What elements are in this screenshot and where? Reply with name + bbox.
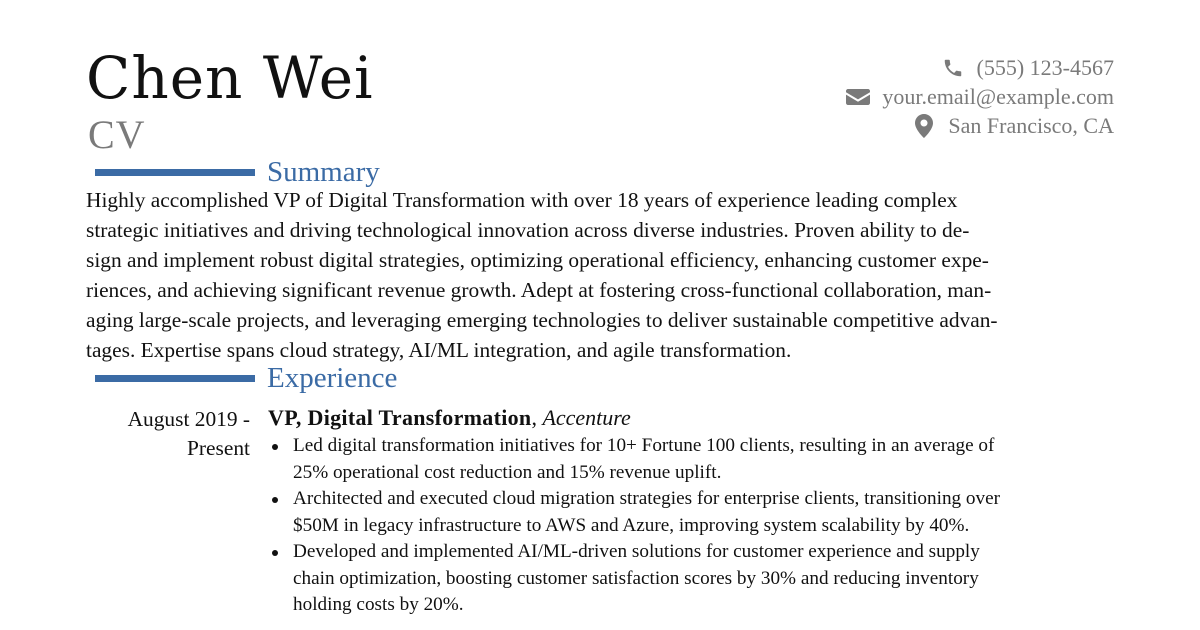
bullet-line: Architected and executed cloud migration strategies for enterprise clients, transitioning over xyxy=(293,488,1001,509)
summary-heading: Summary xyxy=(267,156,380,188)
bullet-line: holding costs by 20%. xyxy=(293,594,464,615)
map-pin-icon xyxy=(912,114,936,138)
summary-line: tages. Expertise spans cloud strategy, AI/ML integration, and agile transformation. xyxy=(86,338,792,362)
contact-email-row xyxy=(846,82,1114,111)
job-bullet xyxy=(268,486,1106,539)
bullet-line: chain optimization, boosting customer satisfaction scores by 30% and reducing inventory xyxy=(293,567,979,589)
contact-location-row xyxy=(846,111,1114,140)
experience-heading: Experience xyxy=(267,362,398,394)
job-bullet-list xyxy=(268,433,1106,619)
summary-line: strategic initiatives and driving technological innovation across diverse industries. Proven ability to de- xyxy=(86,218,970,242)
job-heading xyxy=(268,404,631,432)
experience-section-header xyxy=(95,361,397,395)
bullet-line: Led digital transformation initiatives for 10+ Fortune 100 clients, resulting in an average of xyxy=(293,435,995,456)
phone-icon xyxy=(941,56,965,80)
job-separator: , xyxy=(531,405,537,430)
bullet-dot-icon xyxy=(272,444,278,450)
bullet-dot-icon xyxy=(272,550,278,556)
summary-line: aging large-scale projects, and leveraging emerging technologies to deliver sustainable competitive advan- xyxy=(86,308,998,332)
summary-paragraph xyxy=(86,185,1114,365)
document-type-label: CV xyxy=(88,112,146,157)
job-date-range xyxy=(86,405,250,463)
job-title: VP, Digital Transformation xyxy=(268,405,532,430)
job-company: Accenture xyxy=(542,405,631,430)
contact-phone: (555) 123-4567 xyxy=(976,55,1114,80)
bullet-line: Developed and implemented AI/ML-driven solutions for customer experience and supply xyxy=(293,541,980,562)
summary-line: Highly accomplished VP of Digital Transformation with over 18 years of experience leading complex xyxy=(86,188,958,212)
summary-line: sign and implement robust digital strategies, optimizing operational efficiency, enhancing customer expe- xyxy=(86,248,989,272)
contact-phone-row xyxy=(846,53,1114,82)
bullet-dot-icon xyxy=(272,497,278,503)
contact-location: San Francisco, CA xyxy=(948,113,1114,138)
job-bullet xyxy=(268,433,1106,486)
job-date-start: August 2019 - xyxy=(127,407,250,431)
envelope-icon xyxy=(846,85,870,109)
job-date-end: Present xyxy=(187,436,250,460)
bullet-line: 25% operational cost reduction and 15% revenue uplift. xyxy=(293,461,722,483)
candidate-name: Chen Wei xyxy=(86,44,374,112)
summary-section-header xyxy=(95,155,380,189)
contact-email: your.email@example.com xyxy=(882,84,1114,109)
contact-block xyxy=(846,53,1114,140)
section-accent-bar xyxy=(95,169,255,176)
section-accent-bar xyxy=(95,375,255,382)
bullet-line: $50M in legacy infrastructure to AWS and Azure, improving system scalability by 40%. xyxy=(293,514,970,536)
job-bullet xyxy=(268,539,1106,619)
summary-line: riences, and achieving significant revenue growth. Adept at fostering cross-functional collaboration, man- xyxy=(86,278,992,302)
